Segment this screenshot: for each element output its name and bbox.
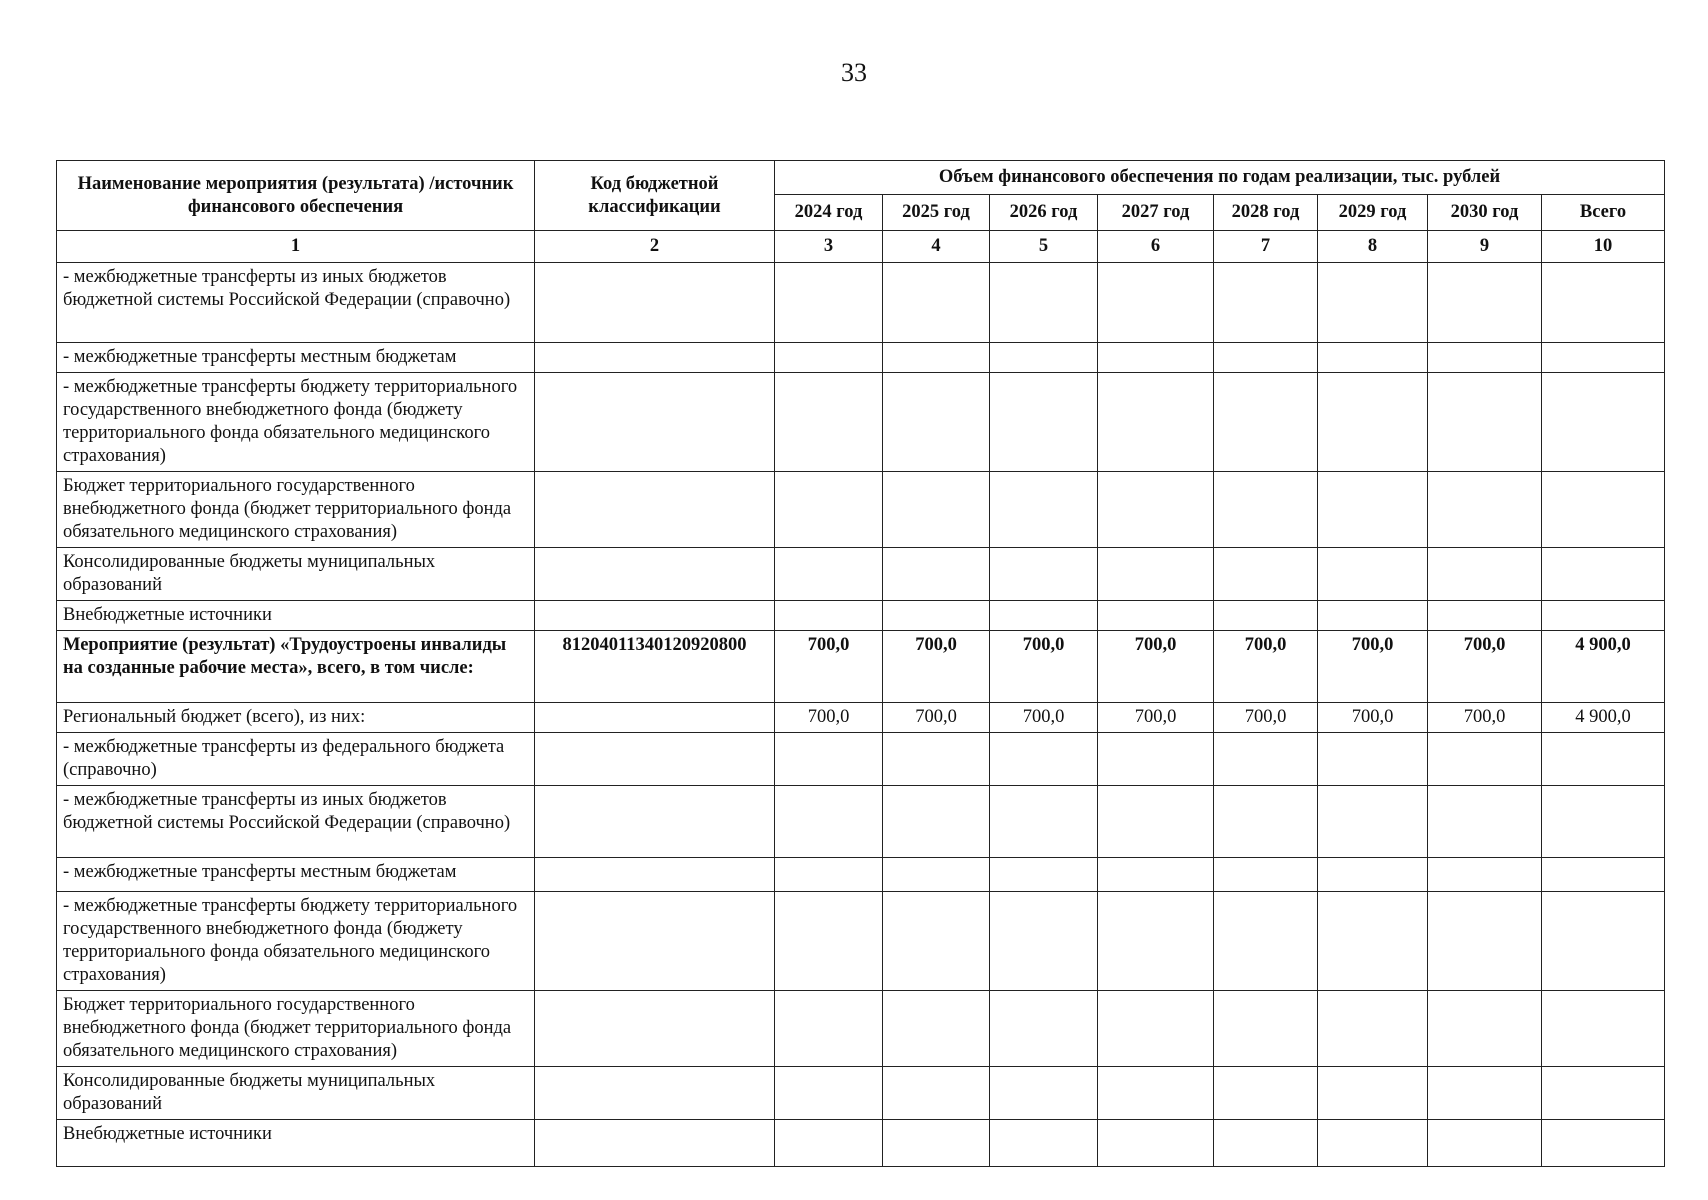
row-year-value [1318, 548, 1428, 601]
row-budget-code [535, 472, 775, 548]
row-year-value [1214, 601, 1318, 631]
table-row [57, 472, 1665, 548]
column-number: 5 [990, 231, 1098, 263]
row-year-value [883, 786, 990, 858]
row-year-value [1098, 1120, 1214, 1167]
row-year-value [1214, 733, 1318, 786]
row-year-value [883, 373, 990, 472]
row-year-value [1318, 733, 1428, 786]
row-name: - межбюджетные трансферты из иных бюджетов бюджетной системы Российской Федерации (справочно) [57, 786, 535, 858]
row-year-value [1214, 786, 1318, 858]
row-year-value [883, 472, 990, 548]
row-year-value [1428, 263, 1542, 343]
row-name: Консолидированные бюджеты муниципальных образований [57, 548, 535, 601]
table-row [57, 858, 1665, 892]
table-row [57, 991, 1665, 1067]
row-year-value [1098, 733, 1214, 786]
row-year-value: 700,0 [1428, 703, 1542, 733]
column-number: 4 [883, 231, 990, 263]
row-budget-code [535, 892, 775, 991]
row-year-value [883, 343, 990, 373]
row-year-value: 700,0 [990, 631, 1098, 703]
row-total-value [1542, 601, 1665, 631]
row-name: Бюджет территориального государственного внебюджетного фонда (бюджет территориального фонда обязательного медицинского страхования) [57, 991, 535, 1067]
row-year-value [1098, 991, 1214, 1067]
row-year-value: 700,0 [1098, 631, 1214, 703]
row-year-value [1428, 892, 1542, 991]
row-total-value [1542, 472, 1665, 548]
row-year-value [1318, 263, 1428, 343]
table-row [57, 548, 1665, 601]
row-year-value [990, 858, 1098, 892]
row-year-value [990, 1067, 1098, 1120]
row-year-value: 700,0 [1318, 631, 1428, 703]
row-year-value [883, 1067, 990, 1120]
row-name: Региональный бюджет (всего), из них: [57, 703, 535, 733]
row-year-value [1428, 733, 1542, 786]
row-year-value: 700,0 [1318, 703, 1428, 733]
row-year-value [1098, 373, 1214, 472]
row-year-value [990, 373, 1098, 472]
row-year-value [1318, 472, 1428, 548]
row-year-value [990, 548, 1098, 601]
table-row [57, 1067, 1665, 1120]
row-total-value: 4 900,0 [1542, 703, 1665, 733]
row-year-value: 700,0 [1428, 631, 1542, 703]
row-year-value [1428, 548, 1542, 601]
column-number: 8 [1318, 231, 1428, 263]
row-budget-code [535, 703, 775, 733]
financing-table [56, 160, 1665, 1167]
row-year-value: 700,0 [883, 703, 990, 733]
row-total-value [1542, 373, 1665, 472]
row-total-value [1542, 786, 1665, 858]
row-year-value [1318, 892, 1428, 991]
table-row [57, 343, 1665, 373]
column-number: 1 [57, 231, 535, 263]
table-row [57, 892, 1665, 991]
row-year-value [1214, 343, 1318, 373]
column-number: 6 [1098, 231, 1214, 263]
row-year-value [775, 373, 883, 472]
row-year-value [1428, 601, 1542, 631]
row-year-value [1098, 343, 1214, 373]
row-budget-code [535, 373, 775, 472]
row-year-value [1318, 1120, 1428, 1167]
row-year-value [1428, 1120, 1542, 1167]
column-number: 3 [775, 231, 883, 263]
row-year-value [775, 786, 883, 858]
row-year-value [1428, 991, 1542, 1067]
row-budget-code [535, 548, 775, 601]
row-year-value [775, 343, 883, 373]
row-total-value [1542, 991, 1665, 1067]
header-name-column: Наименование мероприятия (результата) /источник финансового обеспечения [57, 161, 535, 231]
row-name: Консолидированные бюджеты муниципальных образований [57, 1067, 535, 1120]
row-year-value [990, 263, 1098, 343]
row-total-value [1542, 263, 1665, 343]
row-name: - межбюджетные трансферты из федерального бюджета (справочно) [57, 733, 535, 786]
row-year-value [775, 733, 883, 786]
row-year-value [1214, 472, 1318, 548]
row-year-value [883, 892, 990, 991]
row-total-value [1542, 343, 1665, 373]
table-row [57, 1120, 1665, 1167]
row-budget-code [535, 991, 775, 1067]
row-year-value [1428, 786, 1542, 858]
row-year-value [1318, 343, 1428, 373]
row-year-value: 700,0 [1214, 703, 1318, 733]
table-row [57, 601, 1665, 631]
table-row [57, 703, 1665, 733]
row-year-value [990, 892, 1098, 991]
row-total-value [1542, 892, 1665, 991]
row-year-value [883, 548, 990, 601]
row-year-value: 700,0 [775, 703, 883, 733]
row-year-value [1318, 373, 1428, 472]
header-year: 2027 год [1098, 195, 1214, 231]
row-year-value [775, 263, 883, 343]
row-year-value [1214, 858, 1318, 892]
row-budget-code [535, 733, 775, 786]
row-year-value [1318, 601, 1428, 631]
row-name: Внебюджетные источники [57, 601, 535, 631]
row-year-value [1214, 892, 1318, 991]
row-total-value [1542, 858, 1665, 892]
row-year-value [990, 733, 1098, 786]
row-total-value: 4 900,0 [1542, 631, 1665, 703]
row-year-value [1098, 472, 1214, 548]
row-year-value [990, 786, 1098, 858]
row-year-value [1214, 991, 1318, 1067]
row-year-value [1214, 548, 1318, 601]
row-year-value [775, 1067, 883, 1120]
table-row [57, 631, 1665, 703]
table-row [57, 373, 1665, 472]
table-header [57, 161, 1665, 263]
row-year-value [775, 892, 883, 991]
header-year: 2028 год [1214, 195, 1318, 231]
table-row [57, 263, 1665, 343]
row-year-value [883, 1120, 990, 1167]
row-year-value: 700,0 [990, 703, 1098, 733]
column-number: 9 [1428, 231, 1542, 263]
header-year: 2030 год [1428, 195, 1542, 231]
row-year-value [775, 601, 883, 631]
row-year-value [883, 858, 990, 892]
header-year: 2026 год [990, 195, 1098, 231]
column-number: 7 [1214, 231, 1318, 263]
row-budget-code [535, 1067, 775, 1120]
row-name: - межбюджетные трансферты бюджету территориального государственного внебюджетного фонда (бюджету территориального фонда обязательного медицинского страхования) [57, 373, 535, 472]
row-year-value [883, 991, 990, 1067]
header-year: 2025 год [883, 195, 990, 231]
row-budget-code [535, 786, 775, 858]
row-year-value [1318, 1067, 1428, 1120]
row-budget-code [535, 858, 775, 892]
row-total-value [1542, 1120, 1665, 1167]
row-name: Мероприятие (результат) «Трудоустроены инвалиды на созданные рабочие места», всего, в том числе: [57, 631, 535, 703]
row-year-value [883, 733, 990, 786]
row-budget-code: 81204011340120920800 [535, 631, 775, 703]
row-year-value [990, 343, 1098, 373]
row-year-value [1214, 1067, 1318, 1120]
row-year-value [1098, 892, 1214, 991]
row-year-value [775, 548, 883, 601]
row-budget-code [535, 1120, 775, 1167]
row-total-value [1542, 733, 1665, 786]
row-year-value [1098, 601, 1214, 631]
row-year-value [1214, 1120, 1318, 1167]
table-row [57, 733, 1665, 786]
row-year-value [1428, 858, 1542, 892]
row-name: - межбюджетные трансферты из иных бюджетов бюджетной системы Российской Федерации (справочно) [57, 263, 535, 343]
row-year-value [1318, 858, 1428, 892]
header-financing-group: Объем финансового обеспечения по годам реализации, тыс. рублей [775, 161, 1665, 195]
row-year-value: 700,0 [775, 631, 883, 703]
row-year-value [1098, 1067, 1214, 1120]
row-year-value [1428, 343, 1542, 373]
row-year-value: 700,0 [883, 631, 990, 703]
row-year-value [990, 472, 1098, 548]
row-year-value [1318, 991, 1428, 1067]
row-year-value [1318, 786, 1428, 858]
table-row [57, 786, 1665, 858]
row-year-value [1214, 373, 1318, 472]
row-year-value [1428, 1067, 1542, 1120]
row-year-value [1098, 548, 1214, 601]
row-year-value [990, 1120, 1098, 1167]
row-year-value [775, 858, 883, 892]
row-year-value [1098, 858, 1214, 892]
row-name: - межбюджетные трансферты местным бюджетам [57, 858, 535, 892]
column-number: 10 [1542, 231, 1665, 263]
table-body [57, 263, 1665, 1167]
row-total-value [1542, 1067, 1665, 1120]
page-number: 33 [841, 58, 867, 87]
row-budget-code [535, 343, 775, 373]
column-number: 2 [535, 231, 775, 263]
header-total: Всего [1542, 195, 1665, 231]
row-year-value [1428, 472, 1542, 548]
row-year-value [883, 263, 990, 343]
row-year-value: 700,0 [1214, 631, 1318, 703]
header-year: 2029 год [1318, 195, 1428, 231]
row-year-value [1214, 263, 1318, 343]
row-year-value [775, 1120, 883, 1167]
row-year-value: 700,0 [1098, 703, 1214, 733]
row-year-value [990, 991, 1098, 1067]
row-name: - межбюджетные трансферты местным бюджетам [57, 343, 535, 373]
row-name: Внебюджетные источники [57, 1120, 535, 1167]
row-year-value [775, 472, 883, 548]
row-budget-code [535, 263, 775, 343]
header-year: 2024 год [775, 195, 883, 231]
row-year-value [990, 601, 1098, 631]
row-name: - межбюджетные трансферты бюджету территориального государственного внебюджетного фонда (бюджету территориального фонда обязательного медицинского страхования) [57, 892, 535, 991]
row-year-value [1098, 263, 1214, 343]
row-year-value [1098, 786, 1214, 858]
header-code-column: Код бюджетной классификации [535, 161, 775, 231]
row-year-value [1428, 373, 1542, 472]
row-budget-code [535, 601, 775, 631]
row-year-value [883, 601, 990, 631]
row-total-value [1542, 548, 1665, 601]
row-year-value [775, 991, 883, 1067]
row-name: Бюджет территориального государственного внебюджетного фонда (бюджет территориального фонда обязательного медицинского страхования) [57, 472, 535, 548]
